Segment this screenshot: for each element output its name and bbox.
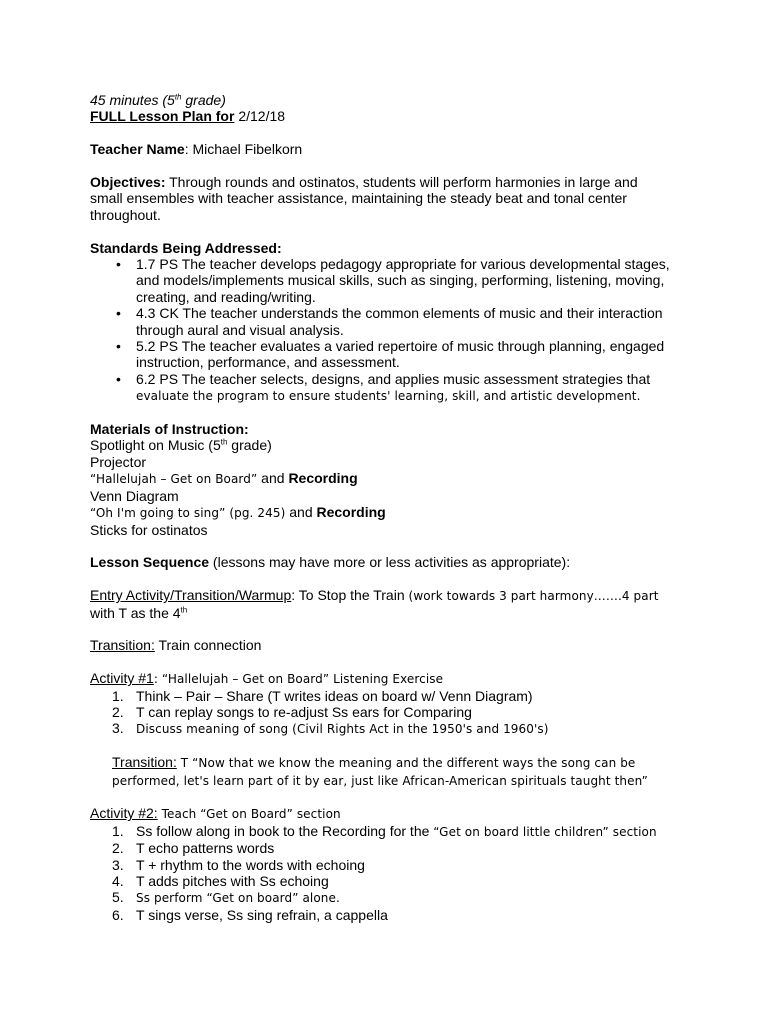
objectives-paragraph — [90, 174, 670, 223]
list-item — [90, 857, 670, 873]
activity-1-label: Activity #1 — [90, 670, 154, 687]
list-item — [90, 873, 670, 889]
step-text: T echo patterns words — [136, 840, 275, 857]
list-item: • 5.2 PS The teacher evaluates a varied repertoire of music through planning, engaged instruction, performance, and assessment. — [90, 338, 670, 371]
step-text: T adds pitches with Ss echoing — [136, 872, 329, 889]
entry-line2-sup: th — [180, 604, 188, 614]
teacher-name: : Michael Fibelkorn — [184, 141, 303, 158]
entry-line — [90, 587, 670, 604]
step-text: Discuss meaning of song (Civil Rights Act in the 1950's and 1960's) — [136, 722, 549, 737]
duration-line — [90, 92, 670, 108]
duration-sup: th — [174, 92, 182, 102]
teacher-line — [90, 141, 670, 157]
plan-title-line — [90, 108, 670, 124]
oh-title: “Oh I'm going to sing” (pg. 245) — [90, 506, 286, 521]
list-item — [90, 840, 670, 856]
sequence-note: (lessons may have more or less activities as appropriate): — [209, 554, 571, 571]
step-text-small: “Get on board little children” section — [433, 824, 657, 839]
entry-line-2 — [90, 605, 670, 621]
step-number: 5. — [112, 889, 124, 906]
entry-title: To Stop the Train — [295, 587, 405, 604]
step-text: Ss follow along in book to the Recording for the — [136, 822, 434, 839]
transition-1 — [90, 637, 670, 653]
transition-2-text: T “Now that we know the meaning and the different ways the song can be performed, let's learn part of it by ear, just like African-American spirituals taught then” — [112, 756, 648, 788]
standards-heading: Standards Being Addressed: — [90, 239, 282, 256]
step-number: 1. — [112, 687, 124, 704]
hallelujah-recording: Recording — [288, 470, 358, 487]
activity-1-title — [90, 670, 670, 687]
list-item — [90, 823, 670, 840]
spotlight-tail: grade) — [227, 437, 272, 454]
entry-line2-text: with T as the 4 — [90, 604, 181, 621]
material-projector: Projector — [90, 453, 147, 470]
step-text: T can replay songs to re-adjust Ss ears for Comparing — [136, 703, 472, 720]
sequence-line — [90, 554, 670, 570]
transition-2-label: Transition: — [112, 754, 177, 771]
material-spotlight — [90, 437, 670, 453]
list-item — [90, 371, 670, 405]
plan-title: FULL Lesson Plan for — [90, 108, 235, 125]
list-item — [90, 907, 670, 923]
sequence-label: Lesson Sequence — [90, 554, 210, 571]
step-text: Ss perform “Get on board” alone. — [136, 891, 340, 906]
activity-2-name: Teach “Get on Board” section — [157, 807, 341, 822]
material-oh — [90, 504, 670, 521]
transition-2 — [90, 754, 670, 789]
oh-recording: Recording — [316, 504, 386, 521]
standards-list — [90, 256, 670, 405]
standard-4-line1: 6.2 PS The teacher selects, designs, and applies music assessment strategies that — [136, 370, 651, 387]
step-text: T + rhythm to the words with echoing — [136, 856, 365, 873]
spotlight-text: Spotlight on Music (5 — [90, 437, 221, 454]
entry-colon: : — [291, 587, 296, 604]
step-number: 1. — [112, 822, 124, 839]
activity-2-title — [90, 805, 670, 822]
step-number: 2. — [112, 703, 124, 720]
activity-2-label: Activity #2: — [90, 805, 158, 822]
step-number: 2. — [112, 840, 124, 857]
transition-1-text: Train connection — [154, 637, 262, 654]
step-number: 3. — [112, 720, 124, 737]
step-text: Think – Pair – Share (T writes ideas on board w/ Venn Diagram) — [136, 687, 533, 704]
entry-label: Entry Activity/Transition/Warmup — [90, 587, 292, 604]
material-sticks: Sticks for ostinatos — [90, 521, 208, 538]
oh-and: and — [285, 504, 317, 521]
step-number: 4. — [112, 872, 124, 889]
material-hallelujah — [90, 470, 670, 487]
materials-heading: Materials of Instruction: — [90, 421, 249, 438]
plan-date: 2/12/18 — [234, 108, 286, 125]
teacher-label: Teacher Name — [90, 141, 185, 158]
list-item: • 1.7 PS The teacher develops pedagogy appropriate for various developmental stages, and models/implements musical skills, such as singing, performing, listening, moving, creating, and reading/writing. — [90, 256, 670, 305]
hallelujah-title: “Hallelujah – Get on Board” — [90, 472, 258, 487]
material-venn: Venn Diagram — [90, 487, 179, 504]
transition-1-label: Transition: — [90, 637, 155, 654]
lesson-plan — [90, 92, 670, 923]
duration-text: 45 minutes (5 — [90, 92, 175, 108]
list-item — [90, 704, 670, 720]
step-number: 3. — [112, 856, 124, 873]
list-item — [90, 720, 670, 737]
hallelujah-and: and — [257, 470, 289, 487]
objectives-text: Through rounds and ostinatos, students will perform harmonies in large and small ensembles with teacher assistance, maintaining the steady beat and tonal center throughout. — [90, 174, 638, 223]
duration-tail: grade) — [181, 92, 226, 108]
step-number: 6. — [112, 906, 124, 923]
spotlight-sup: th — [220, 437, 228, 447]
objectives-label: Objectives: — [90, 174, 166, 190]
activity-2-steps — [90, 823, 670, 923]
activity-1-name: : “Hallelujah – Get on Board” Listening Exercise — [153, 672, 444, 687]
activity-1-steps — [90, 688, 670, 738]
list-item — [90, 889, 670, 906]
step-text: T sings verse, Ss sing refrain, a cappella — [136, 906, 388, 923]
standard-4-line2: evaluate the program to ensure students' learning, skill, and artistic development. — [136, 389, 641, 404]
list-item: • 4.3 CK The teacher understands the common elements of music and their interaction through aural and visual analysis. — [90, 305, 670, 338]
entry-note: (work towards 3 part harmony…….4 part — [404, 589, 659, 604]
list-item — [90, 688, 670, 704]
